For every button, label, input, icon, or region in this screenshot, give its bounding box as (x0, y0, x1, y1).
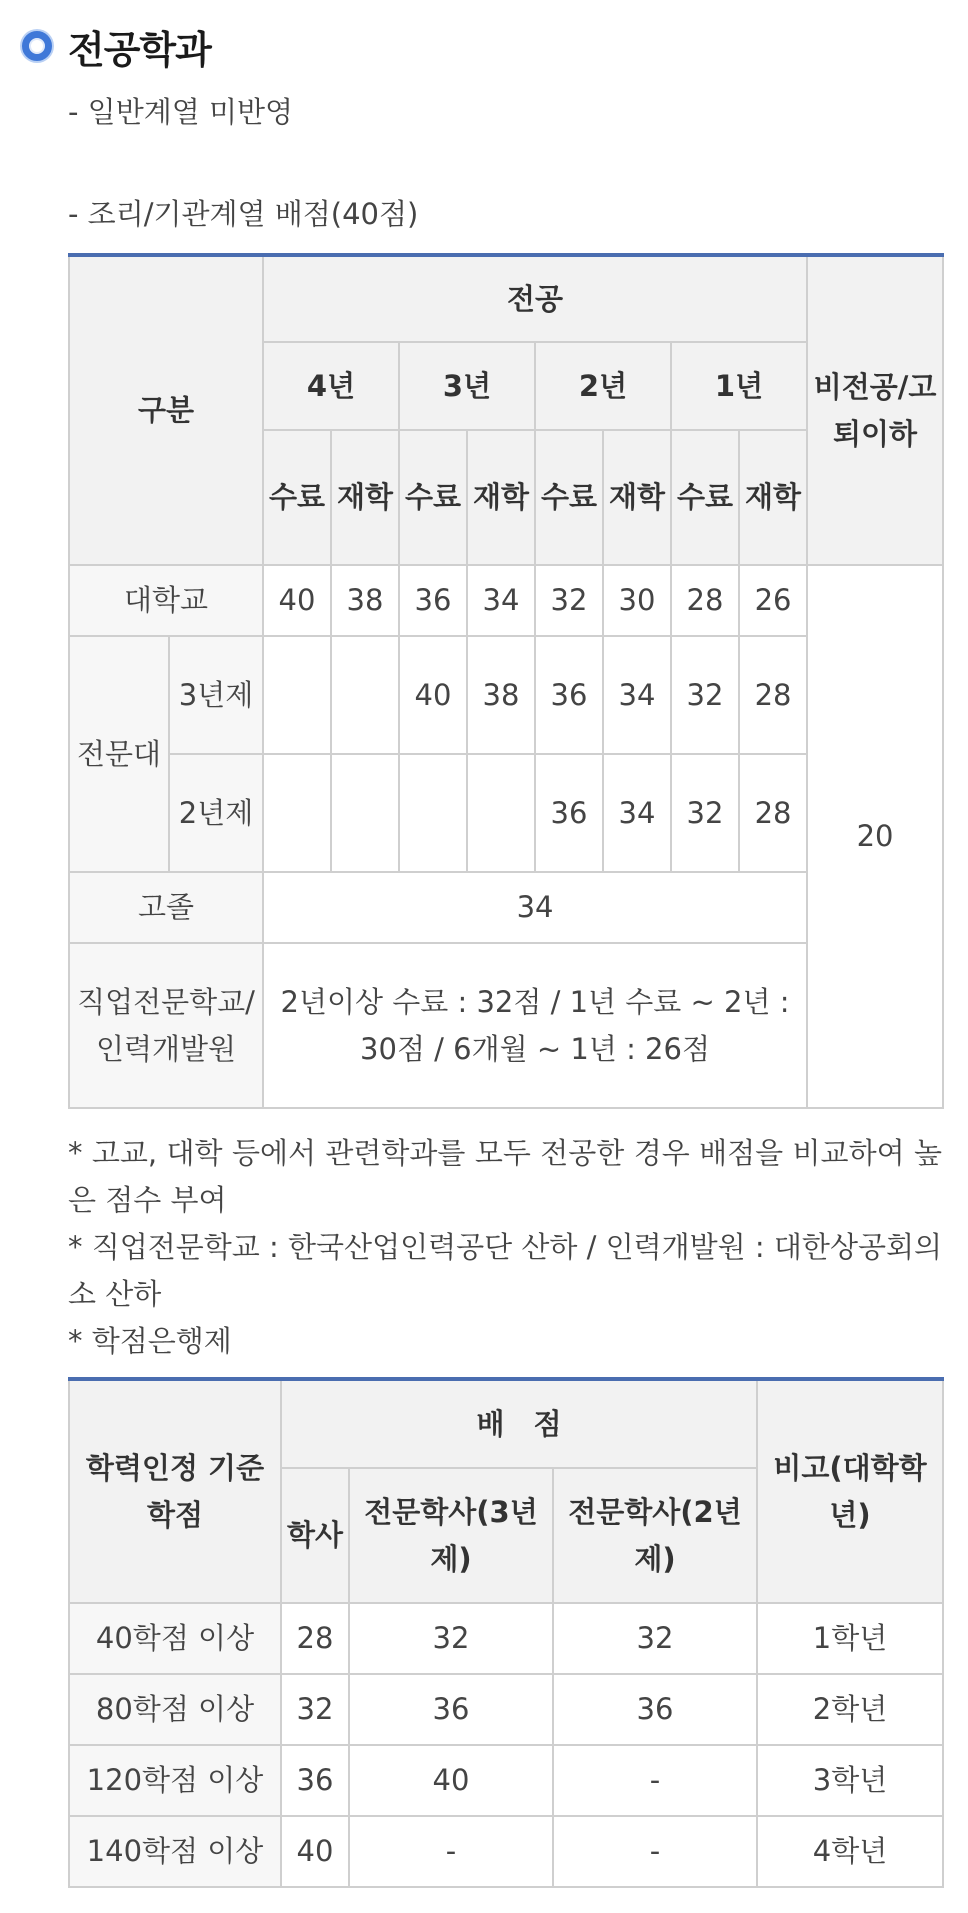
header-credit-standard: 학력인정 기준 학점 (69, 1379, 281, 1603)
score-cell: 34 (603, 754, 671, 872)
note-general: - 일반계열 미반영 (68, 95, 293, 129)
score-cell: 30 (603, 565, 671, 636)
score-cell: 38 (467, 636, 535, 754)
score-cell: 26 (739, 565, 807, 636)
header-year: 2년 (535, 342, 671, 430)
score-cell: 32 (535, 565, 603, 636)
header-score: 배 점 (281, 1379, 757, 1468)
header-year: 4년 (263, 342, 399, 430)
score-cell: 34 (603, 636, 671, 754)
credit-label: 40학점 이상 (69, 1603, 281, 1674)
remark-cell: 1학년 (757, 1603, 943, 1674)
score-cell (331, 754, 399, 872)
score-cell (263, 636, 331, 754)
row-label-university: 대학교 (69, 565, 263, 636)
footnotes (68, 1130, 942, 1365)
row-label-high-school: 고졸 (69, 872, 263, 943)
section-title: 전공학과 (68, 27, 211, 72)
note-cooking: - 조리/기관계열 배점(40점) (68, 197, 419, 231)
score-cell: 28 (739, 754, 807, 872)
score-cell: 40 (263, 565, 331, 636)
remark-cell: 3학년 (757, 1745, 943, 1816)
score-cell: 36 (535, 636, 603, 754)
score-cell: 36 (553, 1674, 757, 1745)
credit-bank-table (68, 1377, 944, 1888)
footnote: * 학점은행제 (68, 1324, 232, 1358)
row-label-vocational: 직업전문학교/인력개발원 (69, 943, 263, 1108)
score-cell: 28 (281, 1603, 349, 1674)
score-cell: 36 (535, 754, 603, 872)
header-complete: 수료 (535, 430, 603, 565)
score-cell: 34 (467, 565, 535, 636)
score-cell: - (349, 1816, 553, 1887)
score-cell: 32 (671, 636, 739, 754)
credit-label: 120학점 이상 (69, 1745, 281, 1816)
score-cell: 40 (399, 636, 467, 754)
header-year: 3년 (399, 342, 535, 430)
score-cell: 32 (671, 754, 739, 872)
footnote: * 직업전문학교 : 한국산업인력공단 산하 / 인력개발원 : 대한상공회의소 산하 (68, 1230, 942, 1311)
score-cell: 40 (349, 1745, 553, 1816)
score-cell (263, 754, 331, 872)
score-cell: 28 (739, 636, 807, 754)
score-cell: 32 (349, 1603, 553, 1674)
score-cell (399, 754, 467, 872)
credit-label: 80학점 이상 (69, 1674, 281, 1745)
score-cell: 36 (399, 565, 467, 636)
major-score-table (68, 253, 944, 1109)
header-bachelor: 학사 (281, 1468, 349, 1603)
header-associate-3yr: 전문학사(3년제) (349, 1468, 553, 1603)
high-school-score: 34 (263, 872, 807, 943)
score-cell: 32 (553, 1603, 757, 1674)
header-enrolled: 재학 (603, 430, 671, 565)
circle-bullet-icon (22, 31, 52, 61)
header-non-major: 비전공/고퇴이하 (807, 255, 943, 565)
row-label-three-year: 3년제 (169, 636, 263, 754)
header-remark: 비고(대학학년) (757, 1379, 943, 1603)
non-major-score: 20 (807, 565, 943, 1108)
header-complete: 수료 (399, 430, 467, 565)
header-year: 1년 (671, 342, 807, 430)
score-cell: 36 (349, 1674, 553, 1745)
remark-cell: 2학년 (757, 1674, 943, 1745)
score-cell: 40 (281, 1816, 349, 1887)
score-cell (331, 636, 399, 754)
score-cell: 32 (281, 1674, 349, 1745)
header-associate-2yr: 전문학사(2년제) (553, 1468, 757, 1603)
row-label-two-year: 2년제 (169, 754, 263, 872)
header-complete: 수료 (263, 430, 331, 565)
score-cell: 38 (331, 565, 399, 636)
section-heading (22, 18, 211, 74)
header-enrolled: 재학 (467, 430, 535, 565)
remark-cell: 4학년 (757, 1816, 943, 1887)
credit-label: 140학점 이상 (69, 1816, 281, 1887)
footnote: * 고교, 대학 등에서 관련학과를 모두 전공한 경우 배점을 비교하여 높은 점수 부여 (68, 1136, 942, 1217)
header-major: 전공 (263, 255, 807, 342)
score-cell: - (553, 1745, 757, 1816)
vocational-score: 2년이상 수료 : 32점 / 1년 수료 ~ 2년 : 30점 / 6개월 ~ 1년 : 26점 (263, 943, 807, 1108)
score-cell (467, 754, 535, 872)
score-cell: 36 (281, 1745, 349, 1816)
header-enrolled: 재학 (739, 430, 807, 565)
header-enrolled: 재학 (331, 430, 399, 565)
score-cell: 28 (671, 565, 739, 636)
row-label-junior-college: 전문대 (69, 636, 169, 872)
score-cell: - (553, 1816, 757, 1887)
header-complete: 수료 (671, 430, 739, 565)
header-category: 구분 (69, 255, 263, 565)
